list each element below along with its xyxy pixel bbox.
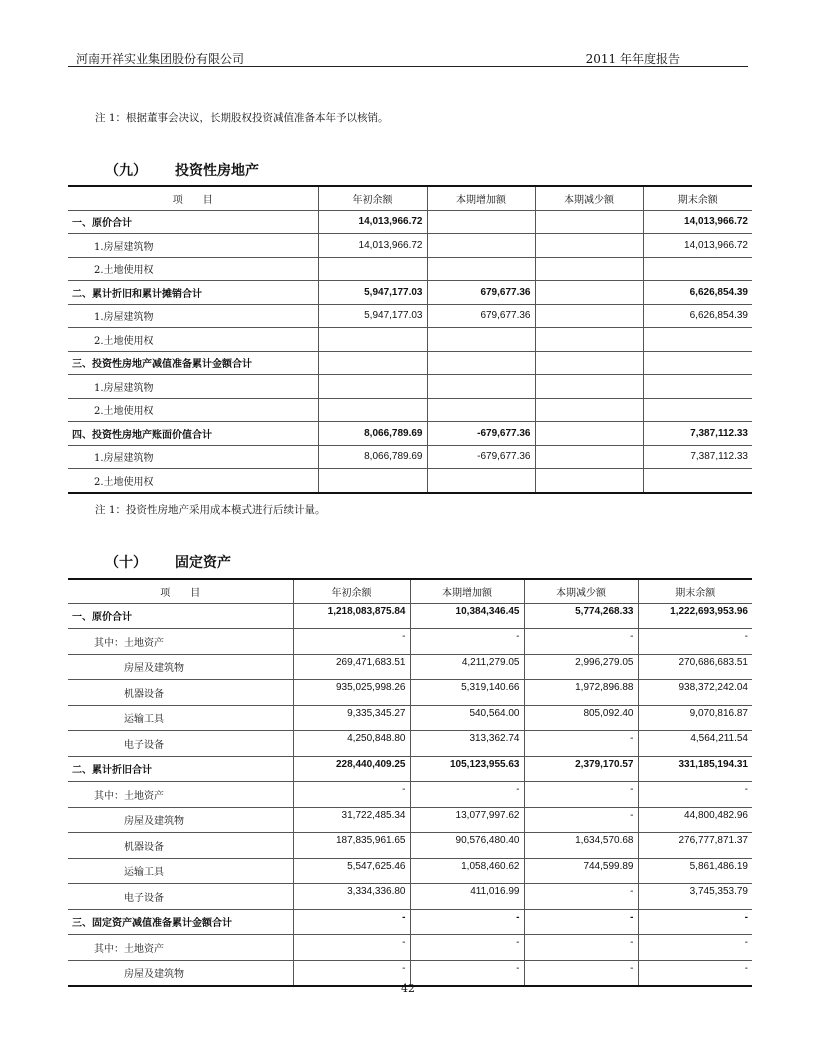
amount-cell bbox=[427, 375, 535, 399]
company-name: 河南开祥实业集团股份有限公司 bbox=[76, 52, 245, 66]
amount-cell bbox=[535, 445, 643, 469]
amount-cell: - bbox=[638, 909, 752, 935]
row-label: 其中：土地资产 bbox=[68, 629, 293, 655]
table-row bbox=[68, 445, 752, 469]
table-row bbox=[68, 705, 752, 731]
amount-cell bbox=[535, 351, 643, 375]
amount-cell: - bbox=[638, 935, 752, 961]
report-title: 2011 年年度报告 bbox=[585, 52, 680, 66]
column-header: 年初余额 bbox=[318, 186, 427, 210]
row-label: 四、投资性房地产账面价值合计 bbox=[68, 422, 318, 446]
amount-cell bbox=[643, 351, 752, 375]
amount-cell bbox=[427, 257, 535, 281]
row-label: 房屋及建筑物 bbox=[68, 960, 293, 986]
row-label: 1.房屋建筑物 bbox=[68, 304, 318, 328]
amount-cell: - bbox=[410, 960, 524, 986]
amount-cell: 90,576,480.40 bbox=[410, 833, 524, 859]
amount-cell bbox=[535, 328, 643, 352]
amount-cell: 14,013,966.72 bbox=[643, 210, 752, 234]
amount-cell: - bbox=[293, 782, 410, 808]
amount-cell: 7,387,112.33 bbox=[643, 422, 752, 446]
amount-cell: 187,835,961.65 bbox=[293, 833, 410, 859]
row-label: 机器设备 bbox=[68, 680, 293, 706]
amount-cell: 5,319,140.66 bbox=[410, 680, 524, 706]
amount-cell: 1,972,896.88 bbox=[524, 680, 638, 706]
amount-cell: 3,334,336.80 bbox=[293, 884, 410, 910]
table-row bbox=[68, 328, 752, 352]
row-label: 2.土地使用权 bbox=[68, 328, 318, 352]
amount-cell bbox=[427, 210, 535, 234]
amount-cell bbox=[427, 328, 535, 352]
row-label: 房屋及建筑物 bbox=[68, 654, 293, 680]
amount-cell: - bbox=[524, 960, 638, 986]
table-row bbox=[68, 210, 752, 234]
amount-cell bbox=[535, 257, 643, 281]
section-number: （十） bbox=[105, 555, 147, 571]
row-label: 电子设备 bbox=[68, 884, 293, 910]
amount-cell: - bbox=[638, 960, 752, 986]
amount-cell bbox=[318, 375, 427, 399]
amount-cell: 6,626,854.39 bbox=[643, 304, 752, 328]
investment-property-table bbox=[68, 185, 752, 494]
table-row bbox=[68, 234, 752, 258]
row-label: 2.土地使用权 bbox=[68, 469, 318, 493]
amount-cell: 540,564.00 bbox=[410, 705, 524, 731]
amount-cell: 938,372,242.04 bbox=[638, 680, 752, 706]
amount-cell bbox=[427, 398, 535, 422]
amount-cell: - bbox=[638, 782, 752, 808]
table-row bbox=[68, 257, 752, 281]
amount-cell: - bbox=[410, 629, 524, 655]
amount-cell: - bbox=[524, 935, 638, 961]
table-row bbox=[68, 281, 752, 305]
amount-cell: 679,677.36 bbox=[427, 281, 535, 305]
table-row bbox=[68, 603, 752, 629]
table-row bbox=[68, 629, 752, 655]
row-label: 运输工具 bbox=[68, 705, 293, 731]
amount-cell: 14,013,966.72 bbox=[318, 210, 427, 234]
amount-cell bbox=[535, 375, 643, 399]
amount-cell: 9,070,816.87 bbox=[638, 705, 752, 731]
amount-cell bbox=[318, 257, 427, 281]
amount-cell: 411,016.99 bbox=[410, 884, 524, 910]
row-label: 机器设备 bbox=[68, 833, 293, 859]
row-label: 其中：土地资产 bbox=[68, 782, 293, 808]
section-investment-property bbox=[105, 160, 259, 180]
amount-cell bbox=[535, 210, 643, 234]
amount-cell bbox=[427, 234, 535, 258]
amount-cell: 4,211,279.05 bbox=[410, 654, 524, 680]
amount-cell bbox=[535, 281, 643, 305]
amount-cell: 744,599.89 bbox=[524, 858, 638, 884]
table-header-row bbox=[68, 186, 752, 210]
row-label: 三、固定资产减值准备累计金额合计 bbox=[68, 909, 293, 935]
amount-cell: 1,058,460.62 bbox=[410, 858, 524, 884]
column-header: 本期减少额 bbox=[535, 186, 643, 210]
section-title: 投资性房地产 bbox=[175, 163, 259, 179]
table-row bbox=[68, 858, 752, 884]
amount-cell: 8,066,789.69 bbox=[318, 422, 427, 446]
note-cost-model: 注 1：投资性房地产采用成本模式进行后续计量。 bbox=[95, 504, 326, 516]
row-label: 2.土地使用权 bbox=[68, 398, 318, 422]
amount-cell bbox=[427, 351, 535, 375]
column-header: 本期减少额 bbox=[524, 579, 638, 603]
amount-cell bbox=[643, 375, 752, 399]
amount-cell: 5,861,486.19 bbox=[638, 858, 752, 884]
table-row bbox=[68, 756, 752, 782]
table-row bbox=[68, 833, 752, 859]
amount-cell: - bbox=[293, 629, 410, 655]
amount-cell: - bbox=[293, 960, 410, 986]
amount-cell: 270,686,683.51 bbox=[638, 654, 752, 680]
column-header: 年初余额 bbox=[293, 579, 410, 603]
amount-cell: - bbox=[293, 935, 410, 961]
amount-cell: 10,384,346.45 bbox=[410, 603, 524, 629]
table-row bbox=[68, 935, 752, 961]
amount-cell bbox=[318, 328, 427, 352]
amount-cell bbox=[535, 234, 643, 258]
row-label: 二、累计折旧和累计摊销合计 bbox=[68, 281, 318, 305]
table-row bbox=[68, 375, 752, 399]
row-label: 电子设备 bbox=[68, 731, 293, 757]
amount-cell bbox=[535, 304, 643, 328]
amount-cell bbox=[535, 469, 643, 493]
column-header: 本期增加额 bbox=[427, 186, 535, 210]
amount-cell: - bbox=[410, 909, 524, 935]
page-header bbox=[68, 48, 748, 67]
row-label: 1.房屋建筑物 bbox=[68, 375, 318, 399]
amount-cell: 14,013,966.72 bbox=[643, 234, 752, 258]
amount-cell: - bbox=[524, 909, 638, 935]
amount-cell: 269,471,683.51 bbox=[293, 654, 410, 680]
amount-cell: -679,677.36 bbox=[427, 445, 535, 469]
amount-cell: 4,250,848.80 bbox=[293, 731, 410, 757]
amount-cell: 105,123,955.63 bbox=[410, 756, 524, 782]
column-header: 项 目 bbox=[68, 186, 318, 210]
amount-cell: 805,092.40 bbox=[524, 705, 638, 731]
row-label: 二、累计折旧合计 bbox=[68, 756, 293, 782]
amount-cell: - bbox=[524, 629, 638, 655]
amount-cell: 2,996,279.05 bbox=[524, 654, 638, 680]
amount-cell: 1,634,570.68 bbox=[524, 833, 638, 859]
column-header: 期末余额 bbox=[638, 579, 752, 603]
amount-cell: - bbox=[293, 909, 410, 935]
amount-cell bbox=[643, 469, 752, 493]
amount-cell bbox=[643, 257, 752, 281]
table-row bbox=[68, 909, 752, 935]
amount-cell: - bbox=[524, 731, 638, 757]
table-row bbox=[68, 398, 752, 422]
amount-cell: 31,722,485.34 bbox=[293, 807, 410, 833]
row-label: 1.房屋建筑物 bbox=[68, 445, 318, 469]
row-label: 房屋及建筑物 bbox=[68, 807, 293, 833]
amount-cell: 2,379,170.57 bbox=[524, 756, 638, 782]
row-label: 一、原价合计 bbox=[68, 210, 318, 234]
amount-cell bbox=[535, 422, 643, 446]
amount-cell: 228,440,409.25 bbox=[293, 756, 410, 782]
fixed-assets-table bbox=[68, 578, 752, 987]
amount-cell bbox=[318, 351, 427, 375]
amount-cell: - bbox=[410, 782, 524, 808]
table-row bbox=[68, 731, 752, 757]
amount-cell: 679,677.36 bbox=[427, 304, 535, 328]
section-number: （九） bbox=[105, 163, 147, 179]
amount-cell: 7,387,112.33 bbox=[643, 445, 752, 469]
section-fixed-assets bbox=[105, 552, 231, 572]
amount-cell: 313,362.74 bbox=[410, 731, 524, 757]
amount-cell: - bbox=[524, 807, 638, 833]
amount-cell: - bbox=[524, 782, 638, 808]
table-row bbox=[68, 422, 752, 446]
amount-cell: - bbox=[638, 629, 752, 655]
amount-cell: 276,777,871.37 bbox=[638, 833, 752, 859]
amount-cell bbox=[535, 398, 643, 422]
amount-cell: 935,025,998.26 bbox=[293, 680, 410, 706]
amount-cell: 9,335,345.27 bbox=[293, 705, 410, 731]
amount-cell: 5,774,268.33 bbox=[524, 603, 638, 629]
note-long-term-investment: 注 1：根据董事会决议，长期股权投资减值准备本年予以核销。 bbox=[95, 112, 389, 124]
table-row bbox=[68, 807, 752, 833]
column-header: 期末余额 bbox=[643, 186, 752, 210]
amount-cell: 6,626,854.39 bbox=[643, 281, 752, 305]
row-label: 2.土地使用权 bbox=[68, 257, 318, 281]
amount-cell bbox=[427, 469, 535, 493]
amount-cell: 8,066,789.69 bbox=[318, 445, 427, 469]
amount-cell: - bbox=[524, 884, 638, 910]
row-label: 一、原价合计 bbox=[68, 603, 293, 629]
amount-cell bbox=[643, 328, 752, 352]
table-row bbox=[68, 304, 752, 328]
table-row bbox=[68, 469, 752, 493]
amount-cell: 44,800,482.96 bbox=[638, 807, 752, 833]
column-header: 本期增加额 bbox=[410, 579, 524, 603]
amount-cell: 1,218,083,875.84 bbox=[293, 603, 410, 629]
table-row bbox=[68, 884, 752, 910]
amount-cell: 4,564,211.54 bbox=[638, 731, 752, 757]
section-title: 固定资产 bbox=[175, 555, 231, 571]
amount-cell bbox=[318, 398, 427, 422]
amount-cell: -679,677.36 bbox=[427, 422, 535, 446]
table-row bbox=[68, 351, 752, 375]
amount-cell: 13,077,997.62 bbox=[410, 807, 524, 833]
amount-cell: 5,947,177.03 bbox=[318, 304, 427, 328]
amount-cell bbox=[643, 398, 752, 422]
row-label: 运输工具 bbox=[68, 858, 293, 884]
amount-cell: 3,745,353.79 bbox=[638, 884, 752, 910]
table-row bbox=[68, 654, 752, 680]
amount-cell: - bbox=[410, 935, 524, 961]
table-header-row bbox=[68, 579, 752, 603]
amount-cell: 1,222,693,953.96 bbox=[638, 603, 752, 629]
row-label: 1.房屋建筑物 bbox=[68, 234, 318, 258]
amount-cell bbox=[318, 469, 427, 493]
page-number: 42 bbox=[401, 982, 415, 995]
amount-cell: 14,013,966.72 bbox=[318, 234, 427, 258]
table-row bbox=[68, 782, 752, 808]
column-header: 项 目 bbox=[68, 579, 293, 603]
amount-cell: 331,185,194.31 bbox=[638, 756, 752, 782]
row-label: 三、投资性房地产减值准备累计金额合计 bbox=[68, 351, 318, 375]
amount-cell: 5,947,177.03 bbox=[318, 281, 427, 305]
row-label: 其中：土地资产 bbox=[68, 935, 293, 961]
amount-cell: 5,547,625.46 bbox=[293, 858, 410, 884]
table-row bbox=[68, 680, 752, 706]
